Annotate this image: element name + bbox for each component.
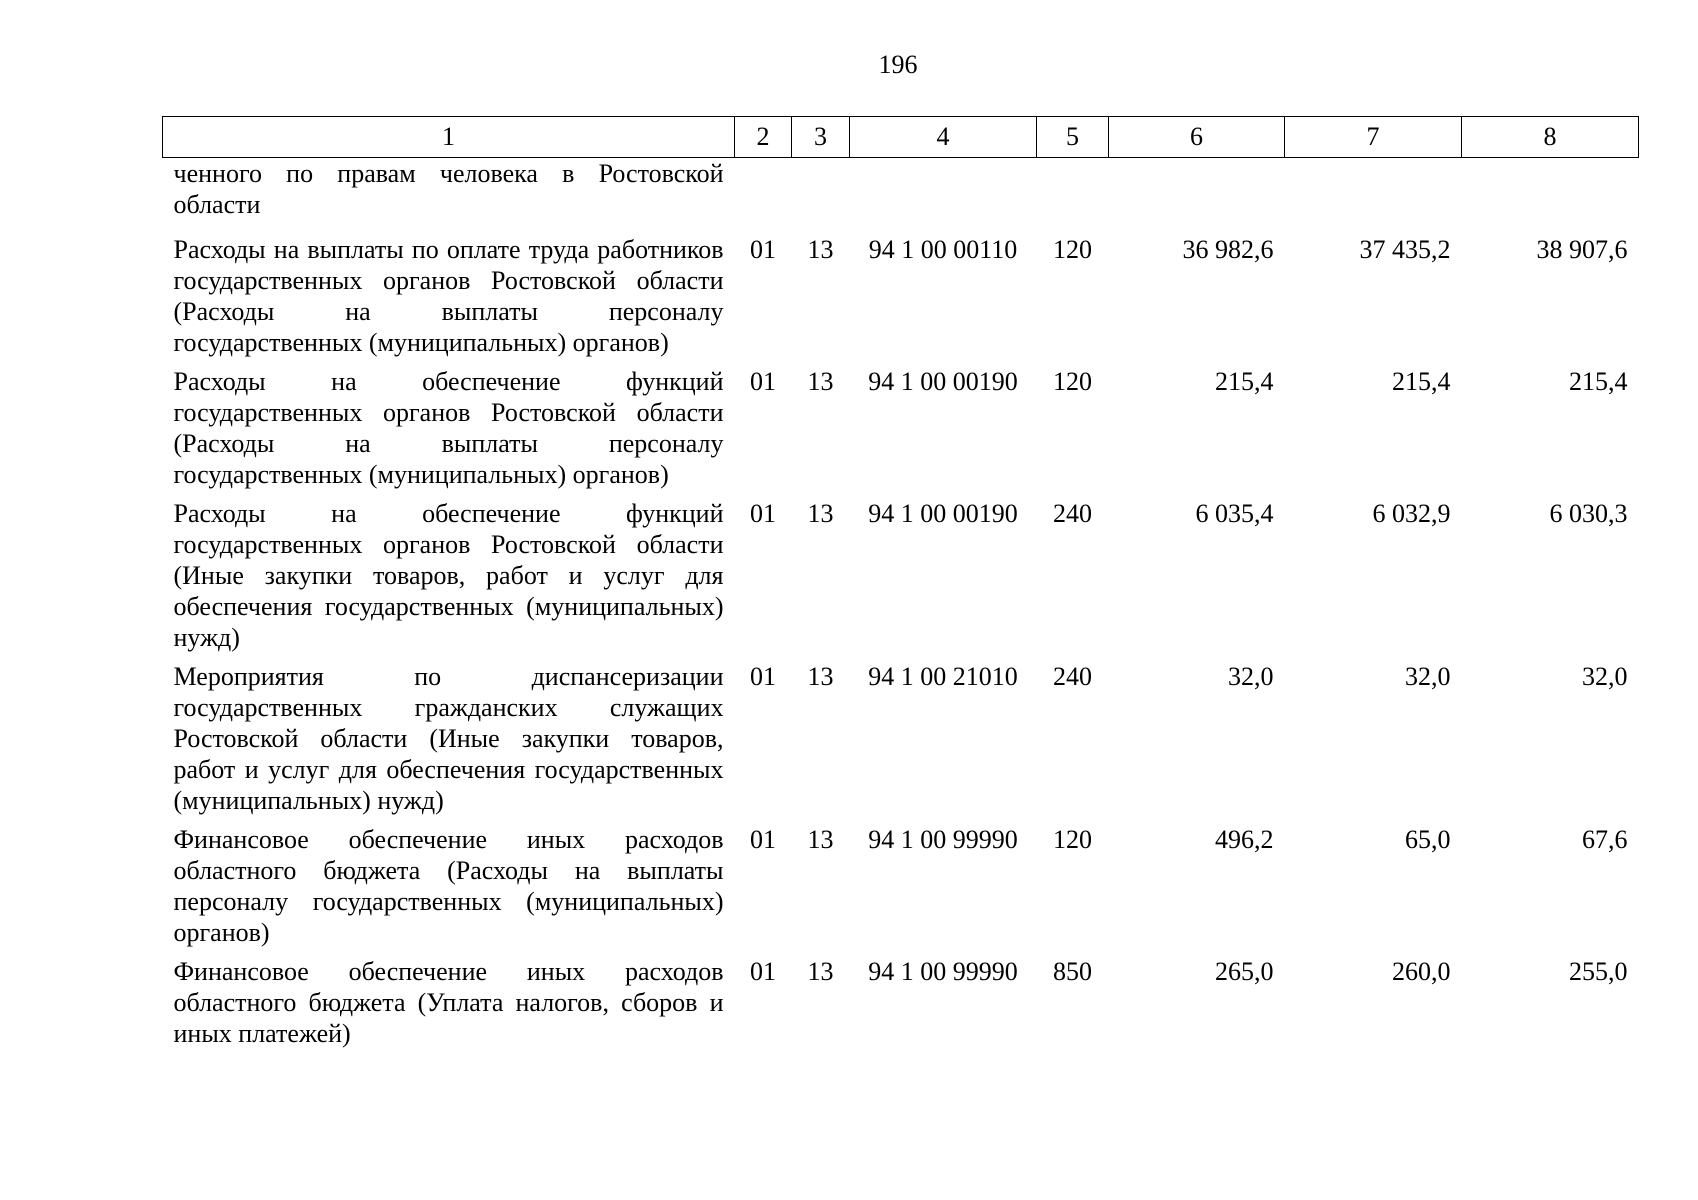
row-value-col6: 496,2 — [1215, 825, 1274, 854]
header-col-5: 5 — [1037, 117, 1109, 158]
row-target-code: 94 1 00 00190 — [868, 499, 1018, 528]
header-col-3: 3 — [792, 117, 850, 158]
row-value-col7: 6 032,9 — [1372, 499, 1451, 528]
row-target-code: 94 1 00 00110 — [868, 235, 1018, 264]
table-row — [163, 820, 1639, 952]
row-description: Расходы на обеспечение функций государственных органов Ростовской области (Расходы на выплаты персоналу государственных (муниципальных) органов) — [173, 367, 724, 489]
row-expense-type: 120 — [1053, 235, 1092, 264]
row-value-col8: 32,0 — [1582, 662, 1628, 691]
row-subsection: 13 — [807, 235, 834, 264]
row-expense-type: 240 — [1053, 662, 1092, 691]
row-value-col7: 65,0 — [1405, 825, 1451, 854]
continuation-row — [163, 158, 1639, 231]
row-value-col6: 215,4 — [1215, 367, 1274, 396]
row-description: Финансовое обеспечение иных расходов областного бюджета (Расходы на выплаты персоналу государственных (муниципальных) органов) — [173, 825, 724, 947]
row-section: 01 — [750, 235, 776, 264]
row-section: 01 — [750, 367, 776, 396]
row-expense-type: 120 — [1053, 825, 1092, 854]
table-row — [163, 230, 1639, 362]
row-value-col6: 32,0 — [1228, 662, 1274, 691]
row-value-col7: 215,4 — [1392, 367, 1451, 396]
budget-table — [162, 116, 1638, 1053]
table-header — [163, 117, 1639, 158]
table-row — [163, 952, 1639, 1053]
header-col-2: 2 — [735, 117, 792, 158]
table-body — [163, 158, 1639, 1054]
row-value-col8: 215,4 — [1569, 367, 1628, 396]
row-expense-type: 850 — [1053, 957, 1092, 986]
row-description: Финансовое обеспечение иных расходов областного бюджета (Уплата налогов, сборов и иных платежей) — [173, 957, 724, 1048]
row-expense-type: 120 — [1053, 367, 1092, 396]
row-value-col6: 36 982,6 — [1182, 235, 1274, 264]
table-row — [163, 657, 1639, 820]
row-value-col8: 255,0 — [1569, 957, 1628, 986]
row-target-code: 94 1 00 99990 — [868, 825, 1018, 854]
page-number: 196 — [878, 50, 918, 79]
row-value-col7: 32,0 — [1405, 662, 1451, 691]
row-subsection: 13 — [807, 367, 834, 396]
header-col-4: 4 — [850, 117, 1037, 158]
header-col-1: 1 — [163, 117, 735, 158]
row-value-col8: 67,6 — [1582, 825, 1628, 854]
row-value-col7: 260,0 — [1392, 957, 1451, 986]
row-target-code: 94 1 00 21010 — [868, 662, 1018, 691]
header-col-8: 8 — [1462, 117, 1639, 158]
row-subsection: 13 — [807, 662, 834, 691]
row-value-col8: 38 907,6 — [1536, 235, 1628, 264]
row-subsection: 13 — [807, 957, 834, 986]
header-row — [163, 117, 1639, 158]
header-col-7: 7 — [1285, 117, 1462, 158]
header-col-6: 6 — [1109, 117, 1285, 158]
row-section: 01 — [750, 499, 776, 528]
row-section: 01 — [750, 662, 776, 691]
row-value-col7: 37 435,2 — [1359, 235, 1451, 264]
table-row — [163, 362, 1639, 494]
continuation-text: ченного по правам человека в Ростовской области — [173, 159, 724, 219]
row-target-code: 94 1 00 99990 — [868, 957, 1018, 986]
budget-table-grid — [162, 116, 1639, 1053]
row-target-code: 94 1 00 00190 — [868, 367, 1018, 396]
row-description: Расходы на обеспечение функций государственных органов Ростовской области (Иные закупки товаров, работ и услуг для обеспечения государственных (муниципальных) нужд) — [173, 499, 724, 652]
row-description: Расходы на выплаты по оплате труда работников государственных органов Ростовской области (Расходы на выплаты персоналу государственных (муниципальных) органов) — [173, 235, 724, 357]
row-expense-type: 240 — [1053, 499, 1092, 528]
row-subsection: 13 — [807, 825, 834, 854]
row-section: 01 — [750, 825, 776, 854]
row-value-col8: 6 030,3 — [1549, 499, 1628, 528]
row-subsection: 13 — [807, 499, 834, 528]
table-row — [163, 494, 1639, 657]
row-description: Мероприятия по диспансеризации государственных гражданских служащих Ростовской области (Иные закупки товаров, работ и услуг для обеспечения государственных (муниципальных) нужд) — [173, 662, 724, 815]
row-value-col6: 265,0 — [1215, 957, 1274, 986]
row-value-col6: 6 035,4 — [1195, 499, 1274, 528]
row-section: 01 — [750, 957, 776, 986]
